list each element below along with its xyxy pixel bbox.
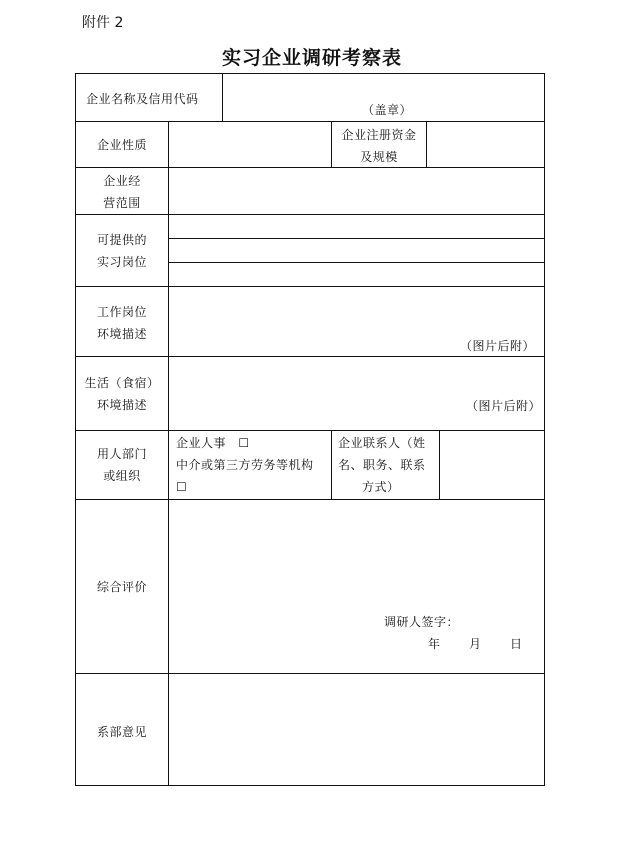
seal-note: （盖章） — [362, 103, 413, 117]
department-label-line2: 或组织 — [103, 469, 141, 483]
option-agency-label: 中介或第三方劳务等机构 — [176, 458, 314, 472]
form-title: 实习企业调研考察表 — [221, 47, 402, 69]
positions-label-line1: 可提供的 — [96, 233, 147, 247]
department-label-line1: 用人部门 — [96, 447, 147, 461]
checkbox-hr[interactable]: ☐ — [238, 436, 250, 450]
company-nature-field[interactable] — [169, 122, 330, 166]
date-day: 日 — [510, 637, 523, 651]
evaluation-field[interactable] — [169, 500, 544, 604]
business-scope-label-line1: 企业经 — [103, 174, 141, 188]
life-env-photo-note: （图片后附） — [466, 399, 542, 413]
contact-field[interactable] — [440, 431, 544, 498]
date-month: 月 — [469, 637, 482, 651]
company-nature-label: 企业性质 — [96, 138, 147, 152]
option-hr — [176, 432, 250, 454]
business-scope-label-line2: 营范围 — [103, 196, 141, 210]
registered-capital-field[interactable] — [427, 122, 544, 166]
company-name-label: 企业名称及信用代码 — [86, 92, 199, 106]
contact-label-line1: 企业联系人（姓 — [338, 436, 426, 450]
business-scope-field[interactable] — [169, 168, 544, 213]
investigator-signature-label: 调研人签字： — [384, 615, 460, 629]
contact-label-line2: 名、职务、联系 — [338, 458, 426, 472]
life-env-field[interactable] — [169, 357, 544, 429]
contact-label-line3: 方式） — [362, 480, 400, 494]
work-env-photo-note: （图片后附） — [460, 339, 536, 353]
work-env-label-line1: 工作岗位 — [96, 305, 147, 319]
checkbox-agency[interactable]: ☐ — [176, 480, 188, 494]
registered-capital-label-line1: 企业注册资金 — [341, 128, 417, 142]
date-year: 年 — [428, 637, 441, 651]
attachment-label: 附件 2 — [82, 15, 124, 31]
position-field-1[interactable] — [169, 215, 544, 237]
department-opinion-field[interactable] — [169, 674, 544, 784]
evaluation-label: 综合评价 — [96, 580, 147, 594]
position-field-3[interactable] — [169, 263, 544, 285]
position-field-2[interactable] — [169, 239, 544, 261]
life-env-label-line2: 环境描述 — [96, 398, 147, 412]
life-env-label-line1: 生活（食宿） — [84, 376, 160, 390]
registered-capital-label-line2: 及规模 — [360, 150, 398, 164]
department-opinion-label: 系部意见 — [96, 725, 147, 739]
work-env-label-line2: 环境描述 — [96, 327, 147, 341]
col-divider — [331, 430, 332, 499]
option-hr-label: 企业人事 — [176, 436, 227, 450]
positions-label-line2: 实习岗位 — [96, 255, 147, 269]
